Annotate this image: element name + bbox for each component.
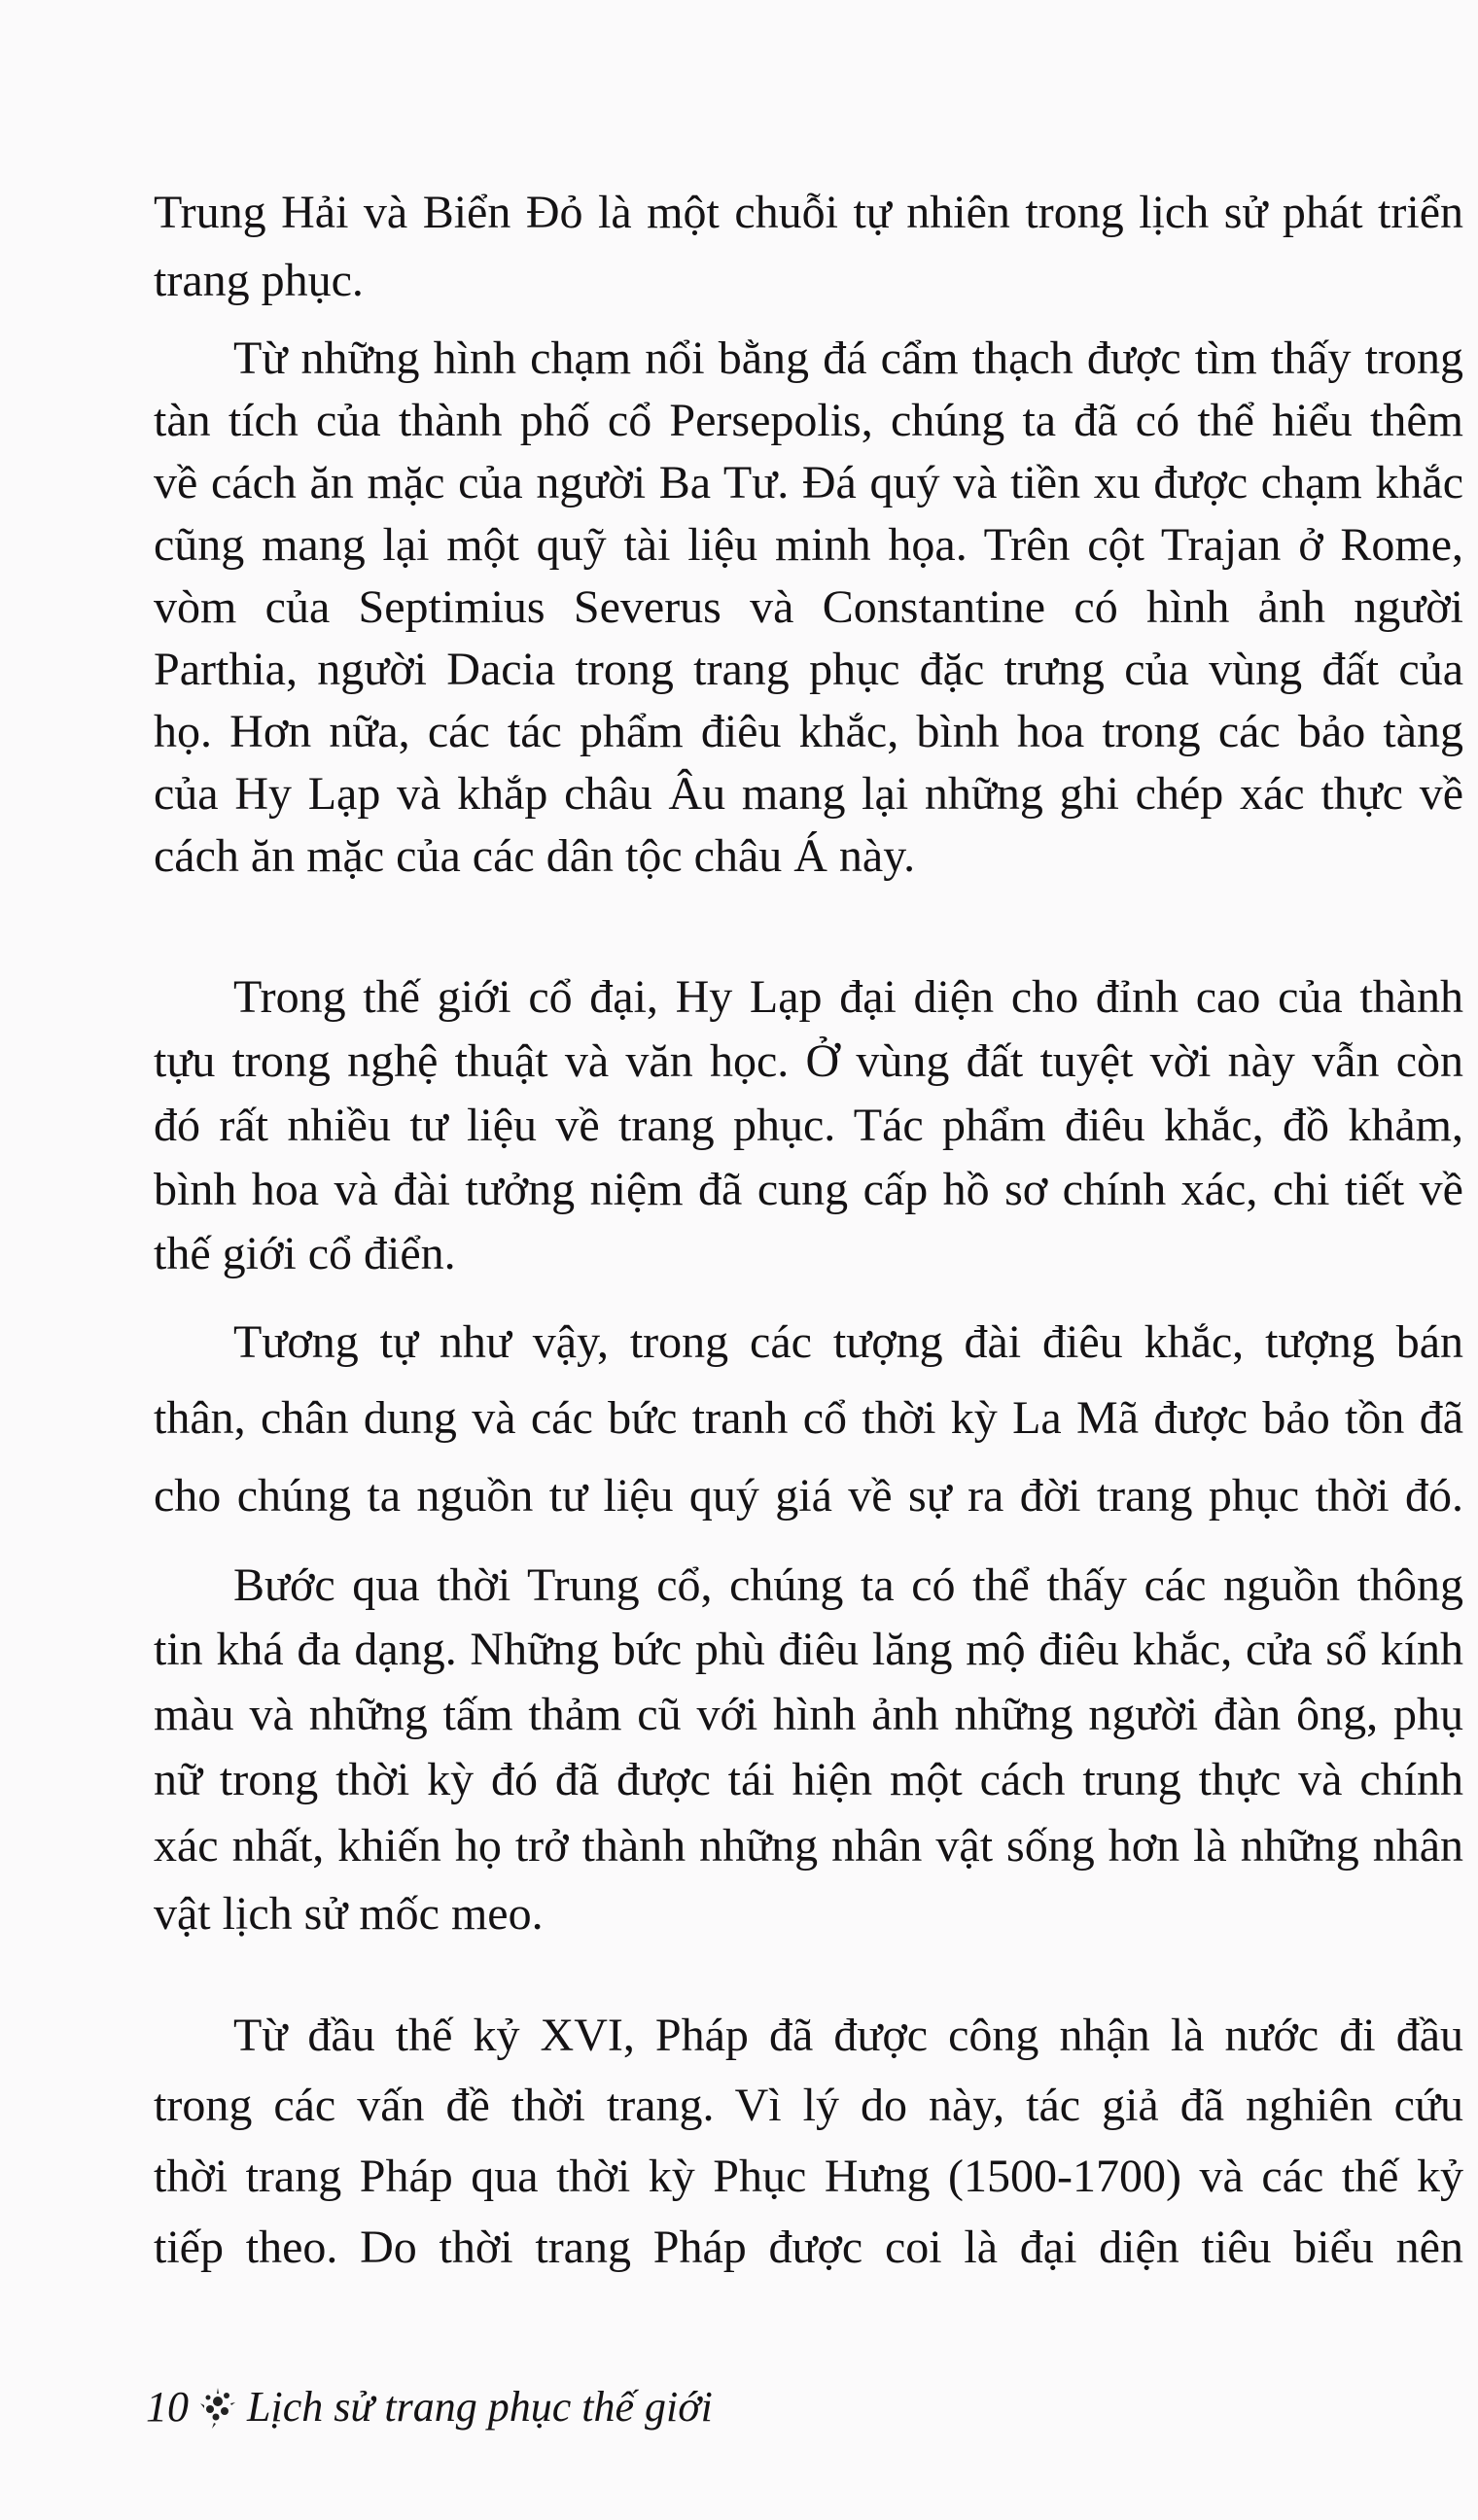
text-line-content: về cách ăn mặc của người Ba Tư. Đá quý và tiền xu được chạm khắc bbox=[154, 457, 1463, 508]
text-line-content: cho chúng ta nguồn tư liệu quý giá về sự ra đời trang phục thời đó. bbox=[154, 1470, 1463, 1522]
text-line-content: cách ăn mặc của các dân tộc châu Á này. bbox=[154, 830, 916, 882]
text-line-content: Parthia, người Dacia trong trang phục đặc trưng của vùng đất của bbox=[154, 644, 1463, 695]
text-line-content: họ. Hơn nữa, các tác phẩm điêu khắc, bình hoa trong các bảo tàng bbox=[154, 706, 1463, 757]
text-line bbox=[154, 1102, 1463, 1149]
text-line-content: Từ những hình chạm nổi bằng đá cẩm thạch được tìm thấy trong bbox=[233, 332, 1463, 384]
text-line bbox=[154, 768, 1463, 820]
text-line bbox=[154, 457, 1463, 508]
text-line bbox=[154, 395, 1463, 446]
text-line bbox=[233, 1316, 1463, 1368]
text-line bbox=[154, 1820, 1463, 1872]
text-line-content: Tương tự như vậy, trong các tượng đài điêu khắc, tượng bán bbox=[233, 1316, 1463, 1368]
text-line-content: vật lịch sử mốc meo. bbox=[154, 1888, 544, 1940]
text-line bbox=[154, 1754, 1463, 1805]
text-line-content: Trong thế giới cổ đại, Hy Lạp đại diện cho đỉnh cao của thành bbox=[233, 971, 1463, 1023]
text-line bbox=[233, 2012, 1463, 2059]
text-line bbox=[154, 1470, 1463, 1522]
text-line-content: Trung Hải và Biển Đỏ là một chuỗi tự nhiên trong lịch sử phát triển bbox=[154, 187, 1463, 238]
text-line-content: trang phục. bbox=[154, 255, 364, 306]
text-line bbox=[154, 1392, 1463, 1444]
text-line bbox=[154, 1035, 1463, 1087]
text-line-content: xác nhất, khiến họ trở thành những nhân vật sống hơn là những nhân bbox=[154, 1820, 1463, 1872]
text-line-content: thân, chân dung và các bức tranh cổ thời kỳ La Mã được bảo tồn đã bbox=[154, 1392, 1463, 1444]
text-line bbox=[154, 519, 1463, 571]
text-line bbox=[154, 581, 1463, 633]
text-line bbox=[154, 830, 1463, 882]
text-line-content: cũng mang lại một quỹ tài liệu minh họa. Trên cột Trajan ở Rome, bbox=[154, 519, 1463, 571]
text-line bbox=[154, 1228, 1463, 1279]
text-line-content: trong các vấn đề thời trang. Vì lý do này, tác giả đã nghiên cứu bbox=[154, 2080, 1463, 2131]
text-line bbox=[154, 1624, 1463, 1675]
text-line bbox=[154, 2224, 1463, 2271]
text-line-content: tựu trong nghệ thuật và văn học. Ở vùng đất tuyệt vời này vẫn còn bbox=[154, 1035, 1463, 1087]
book-title: Lịch sử trang phục thế giới bbox=[247, 2383, 713, 2431]
page-footer bbox=[146, 2384, 713, 2431]
text-line-content: thời trang Pháp qua thời kỳ Phục Hưng (1500-1700) và các thế kỷ bbox=[154, 2151, 1463, 2202]
page-number: 10 bbox=[146, 2383, 189, 2431]
text-line bbox=[154, 187, 1463, 238]
text-line bbox=[154, 1689, 1463, 1740]
flower-ornament-icon bbox=[198, 2384, 237, 2431]
text-line bbox=[154, 2153, 1463, 2200]
text-line-content: Từ đầu thế kỷ XVI, Pháp đã được công nhận là nước đi đầu bbox=[233, 2010, 1463, 2061]
text-line bbox=[233, 332, 1463, 384]
text-line bbox=[154, 1164, 1463, 1215]
text-line bbox=[233, 971, 1463, 1023]
text-line-content: đó rất nhiều tư liệu về trang phục. Tác phẩm điêu khắc, đồ khảm, bbox=[154, 1100, 1463, 1151]
text-line-content: tiếp theo. Do thời trang Pháp được coi là đại diện tiêu biểu nên bbox=[154, 2222, 1463, 2273]
text-line-content: tàn tích của thành phố cổ Persepolis, chúng ta đã có thể hiểu thêm bbox=[154, 395, 1463, 446]
text-line-content: vòm của Septimius Severus và Constantine có hình ảnh người bbox=[154, 581, 1463, 633]
text-line bbox=[233, 1559, 1463, 1611]
text-line-content: của Hy Lạp và khắp châu Âu mang lại những ghi chép xác thực về bbox=[154, 768, 1463, 820]
text-line-content: thế giới cổ điển. bbox=[154, 1228, 456, 1279]
text-line-content: bình hoa và đài tưởng niệm đã cung cấp hồ sơ chính xác, chi tiết về bbox=[154, 1164, 1463, 1215]
text-line bbox=[154, 644, 1463, 695]
text-line-content: tin khá đa dạng. Những bức phù điêu lăng mộ điêu khắc, cửa sổ kính bbox=[154, 1624, 1463, 1675]
text-line bbox=[154, 706, 1463, 757]
text-line-content: Bước qua thời Trung cổ, chúng ta có thể thấy các nguồn thông bbox=[233, 1559, 1463, 1611]
text-line bbox=[154, 1888, 1463, 1940]
text-line-content: màu và những tấm thảm cũ với hình ảnh những người đàn ông, phụ bbox=[154, 1689, 1463, 1740]
text-line-content: nữ trong thời kỳ đó đã được tái hiện một cách trung thực và chính bbox=[154, 1754, 1463, 1805]
text-line bbox=[154, 2082, 1463, 2129]
text-line bbox=[154, 255, 1463, 306]
